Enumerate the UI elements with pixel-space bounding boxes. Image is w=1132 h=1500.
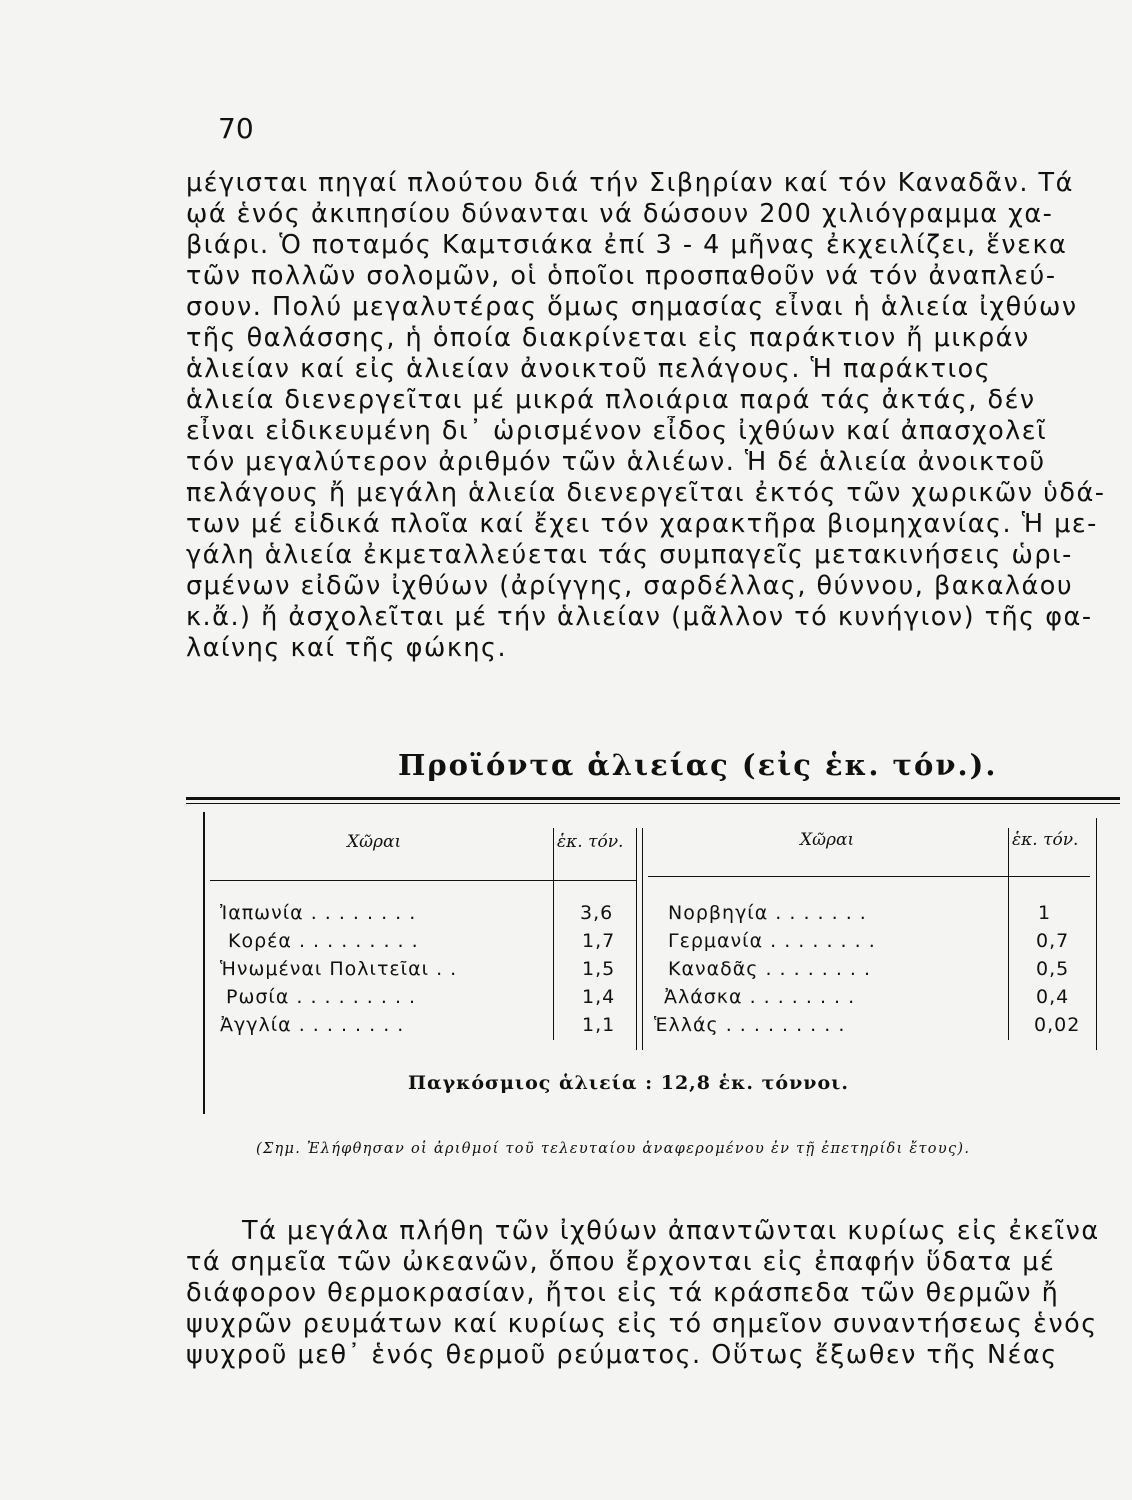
- value-cell: 0,7: [1036, 930, 1070, 952]
- value-cell: 1,5: [582, 958, 616, 980]
- paragraph-2: [186, 1216, 1114, 1371]
- table-top-rule: [186, 797, 1120, 800]
- value-cell: 0,4: [1036, 986, 1070, 1008]
- text-line: Τά μεγάλα πλήθη τῶν ἰχθύων ἀπαντῶνται κυρίως εἰς ἐκεῖνα: [242, 1216, 1100, 1246]
- table-left-border: [203, 812, 205, 1114]
- text-line: ἁλιείαν καί εἰς ἁλιείαν ἀνοικτοῦ πελάγους. Ἡ παράκτιος: [186, 354, 992, 384]
- text-line: τῶν πολλῶν σολομῶν, οἱ ὁποῖοι προσπαθοῦν νά τόν ἀναπλεύ-: [186, 261, 1057, 291]
- value-cell: 1: [1038, 902, 1052, 924]
- country-cell: Ἡνωμέναι Πολιτεῖαι . .: [220, 958, 458, 980]
- text-line: κ.ἄ.) ἤ ἀσχολεῖται μέ τήν ἁλιείαν (μᾶλλον τό κυνήγιον) τῆς φα-: [186, 602, 1093, 632]
- header-value-left: ἑκ. τόν.: [557, 832, 624, 852]
- col-divider: [553, 828, 554, 1040]
- col-divider-double: [642, 828, 643, 1050]
- country-cell: Ἑλλάς . . . . . . . . .: [654, 1014, 846, 1036]
- country-cell: Καναδᾶς . . . . . . . .: [668, 958, 872, 980]
- header-rule: [210, 880, 636, 881]
- text-line: εἶναι εἰδικευμένη δι᾽ ὡρισμένον εἶδος ἰχθύων καί ἀπασχολεῖ: [186, 416, 1048, 446]
- text-line: των μέ εἰδικά πλοῖα καί ἔχει τόν χαρακτῆρα βιομηχανίας. Ἡ με-: [186, 509, 1098, 539]
- country-cell: Ἀγγλία . . . . . . . .: [220, 1014, 405, 1036]
- value-cell: 1,1: [582, 1014, 616, 1036]
- header-rule: [648, 876, 1090, 877]
- text-line: σμένων εἰδῶν ἰχθύων (ἀρίγγης, σαρδέλλας, θύννου, βακαλάου: [186, 571, 1074, 601]
- text-line: ῳά ἑνός ἀκιπησίου δύνανται νά δώσουν 200 χιλιόγραμμα χα-: [186, 199, 1054, 229]
- value-cell: 3,6: [580, 902, 614, 924]
- text-line: γάλη ἁλιεία ἐκμεταλλεύεται τάς συμπαγεῖς μετακινήσεις ὡρι-: [186, 540, 1073, 570]
- table-title: Προϊόντα ἁλιείας (εἰς ἑκ. τόν.).: [398, 748, 998, 782]
- text-line: λαίνης καί τῆς φώκης.: [186, 633, 508, 663]
- country-cell: Ἀλάσκα . . . . . . . .: [664, 986, 856, 1008]
- table-top-rule-thin: [186, 803, 1120, 804]
- text-line: βιάρι. Ὁ ποταμός Καμτσιάκα ἐπί 3 - 4 μῆνας ἐκχειλίζει, ἕνεκα: [186, 230, 1068, 260]
- text-line: πελάγους ἤ μεγάλη ἁλιεία διενεργεῖται ἐκτός τῶν χωρικῶν ὑδά-: [186, 478, 1106, 508]
- value-cell: 0,5: [1036, 958, 1070, 980]
- footnote: (Σημ. Ἐλήφθησαν οἱ ἀριθμοί τοῦ τελευταίου ἀναφερομένου ἐν τῇ ἐπετηρίδι ἔτους).: [256, 1141, 971, 1157]
- text-line: τῆς θαλάσσης, ἡ ὁποία διακρίνεται εἰς παράκτιον ἤ μικράν: [186, 323, 1030, 353]
- text-line: ψυχρῶν ρευμάτων καί κυρίως εἰς τό σημεῖον συναντήσεως ἑνός: [186, 1309, 1098, 1339]
- table-total: Παγκόσμιος ἁλιεία : 12,8 ἑκ. τόννοι.: [408, 1072, 849, 1094]
- paragraph-1: [186, 168, 1114, 664]
- text-line: ἁλιεία διενεργεῖται μέ μικρά πλοιάρια παρά τάς ἀκτάς, δέν: [186, 385, 1036, 415]
- header-value-right: ἑκ. τόν.: [1012, 830, 1079, 850]
- page-number: 70: [218, 112, 254, 145]
- value-cell: 1,4: [582, 986, 616, 1008]
- value-cell: 0,02: [1034, 1014, 1081, 1036]
- text-line: μέγισται πηγαί πλούτου διά τήν Σιβηρίαν καί τόν Καναδᾶν. Τά: [186, 168, 1074, 198]
- country-cell: Κορέα . . . . . . . . .: [228, 930, 419, 952]
- header-countries-right: Χῶραι: [800, 830, 855, 850]
- col-divider-double: [636, 828, 637, 1050]
- text-line: τόν μεγαλύτερον ἀριθμόν τῶν ἁλιέων. Ἡ δέ ἁλιεία ἀνοικτοῦ: [186, 447, 1046, 477]
- country-cell: Γερμανία . . . . . . . .: [668, 930, 876, 952]
- value-cell: 1,7: [582, 930, 616, 952]
- country-cell: Ἰαπωνία . . . . . . . .: [220, 902, 417, 924]
- text-line: ψυχροῦ μεθ᾽ ἑνός θερμοῦ ρεύματος. Οὕτως ἔξωθεν τῆς Νέας: [186, 1340, 1058, 1370]
- header-countries-left: Χῶραι: [347, 832, 402, 852]
- table-right-border: [1096, 818, 1097, 1050]
- col-divider: [1008, 828, 1009, 1040]
- text-line: τά σημεῖα τῶν ὠκεανῶν, ὅπου ἔρχονται εἰς ἐπαφήν ὕδατα μέ: [186, 1247, 1056, 1277]
- text-line: σουν. Πολύ μεγαλυτέρας ὅμως σημασίας εἶναι ἡ ἁλιεία ἰχθύων: [186, 292, 1078, 322]
- country-cell: Νορβηγία . . . . . . .: [668, 902, 867, 924]
- text-line: διάφορον θερμοκρασίαν, ἤτοι εἰς τά κράσπεδα τῶν θερμῶν ἤ: [186, 1278, 1060, 1308]
- country-cell: Ρωσία . . . . . . . . .: [226, 986, 417, 1008]
